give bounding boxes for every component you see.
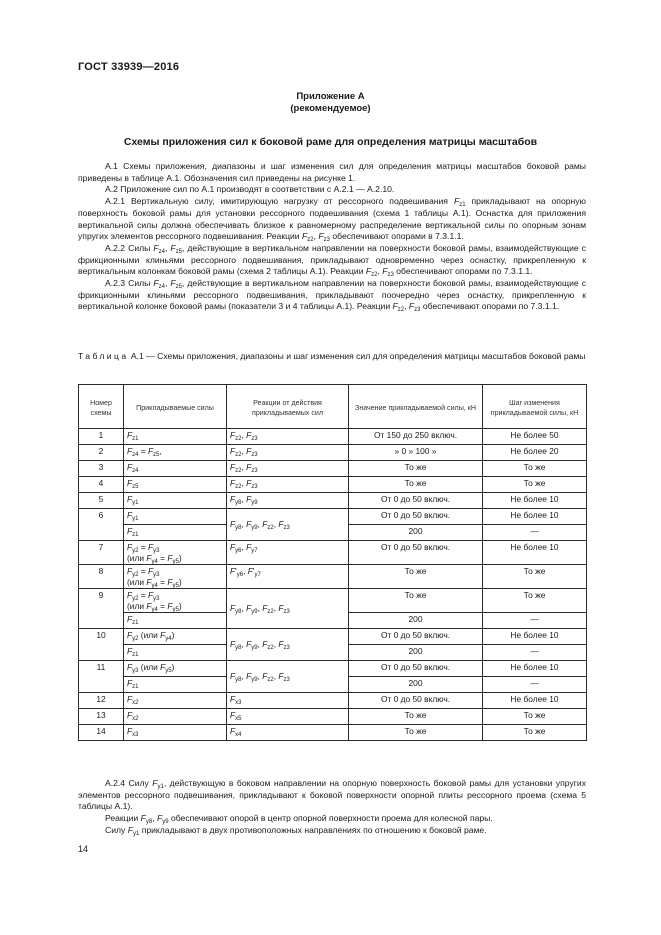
paragraph-a24: А.2.4 Силу $F_{y1}$, действующую в боковом направлении на опорную поверхность боковой рамы для установки упругих элементов рессорного подвешивания, прикладывают к боковой поверхности опорной плиты рессорного проема (схема 5 таблицы А.1). — [78, 778, 586, 812]
table-caption: Таблица А.1 — Схемы приложения, диапазоны и шаг изменения сил для определения матрицы масштабов боковой рамы — [78, 351, 586, 361]
table-header-row — [79, 385, 587, 429]
table-row: $F_{z1}$ 200 — — [79, 613, 587, 629]
table-row: 8 $F_{y2} = F_{y3}$ (или $F_{y4} = F_{y5}$) $F'_{y6}$, $F'_{y7}$ То же То же — [79, 565, 587, 589]
header-scheme-number: Номер схемы — [79, 385, 124, 429]
table-row: 14 $F_{x3}$ $F_{x4}$ То же То же — [79, 725, 587, 741]
paragraph-a21: А.2.1 Вертикальную силу, имитирующую нагрузку от рессорного подвешивания $F_{z1}$ прикладывают на опорную поверхность боковой рамы для установки рессорного подвешивания (схема 1 таблицы А.1). Оснастка для приложения вертикальной силы должна обеспечивать близкое к равномерному распределение вертикальной силы по опорным зонам упругих элементов рессорного подвешивания. Реакции $F_{z2}$, $F_{z3}$ обеспечивают опорами в 7.3.1.1. — [78, 196, 586, 244]
appendix-title: Приложение А — [296, 91, 365, 102]
table-row: $F_{z1}$ 200 — — [79, 525, 587, 541]
paragraph-a2: А.2 Приложение сил по А.1 производят в соответствии с А.2.1 — А.2.10. — [105, 184, 395, 195]
table-row: 13 $F_{x2}$ $F_{x5}$ То же То же — [79, 709, 587, 725]
table-row: 11 $F_{y3}$ (или $F_{y5}$) $F_{y8}$, $F_{y9}$, $F_{z2}$, $F_{z3}$ От 0 до 50 включ. Не более 10 — [79, 661, 587, 677]
header-applied-forces: Прикладываемые силы — [124, 385, 227, 429]
page-number: 14 — [78, 844, 89, 854]
section-title: Схемы приложения сил к боковой раме для определения матрицы масштабов — [123, 136, 538, 148]
table-row: 1 $F_{z1}$ $F_{z2}$, $F_{z3}$ От 150 до 250 включ. Не более 50 — [79, 429, 587, 445]
table-row: 3 $F_{z4}$ $F_{z2}$, $F_{z3}$ То же То же — [79, 461, 587, 477]
table-row: $F_{z1}$ 200 — — [79, 677, 587, 693]
appendix-status: (рекомендуемое) — [290, 103, 371, 114]
table-row: 5 $F_{y1}$ $F_{y8}$, $F_{y9}$ От 0 до 50 включ. Не более 10 — [79, 493, 587, 509]
table-row: 6 $F_{y1}$ $F_{y8}$, $F_{y9}$, $F_{z2}$, $F_{z3}$ От 0 до 50 включ. Не более 10 — [79, 509, 587, 525]
header-reactions: Реакции от действия прикладываемых сил — [227, 385, 349, 429]
table-row: 12 $F_{x2}$ $F_{x3}$ От 0 до 50 включ. Не более 10 — [79, 693, 587, 709]
intro-paragraphs — [78, 161, 586, 313]
table-row: 4 $F_{z5}$ $F_{z2}$, $F_{z3}$ То же То же — [79, 477, 587, 493]
table-row: $F_{z1}$ 200 — — [79, 645, 587, 661]
table-row: 10 $F_{y2}$ (или $F_{y4}$) $F_{y8}$, $F_{y9}$, $F_{z2}$, $F_{z3}$ От 0 до 50 включ. Не более 10 — [79, 629, 587, 645]
appendix-heading — [0, 91, 661, 115]
paragraph-reactions: Реакции $F_{y8}$, $F_{y9}$ обеспечивают опорой в центр опорной поверхности проема для колесной пары. — [105, 813, 493, 826]
table-row: 9 $F_{y2} = F_{y3}$ (или $F_{y4} = F_{y5}$) $F_{y8}$, $F_{y9}$, $F_{z2}$, $F_{z3}$ То же То же — [79, 589, 587, 613]
paragraph-force-direction: Силу $F_{y1}$ прикладывают в двух противоположных направлениях по отношению к боковой раме. — [105, 824, 487, 837]
standard-header: ГОСТ 33939—2016 — [78, 61, 180, 73]
header-force-step: Шаг изменения прикладываемой силы, кН — [483, 385, 587, 429]
paragraph-a23: А.2.3 Силы $F_{z4}$, $F_{z5}$, действующие в вертикальном направлении на поверхности боковой рамы, взаимодействующие с фрикционными клиньями рессорного подвешивания, прикладывают поочередно через оснастку, прикрепленную к вертикальной колонке боковой рамы (показатели 3 и 4 таблицы А.1). Реакции $F_{z2}$, $F_{z3}$ обеспечивают опорами по 7.3.1.1. — [78, 278, 586, 314]
table-row: 2 $F_{z4} = F_{z5}$, $F_{z2}$, $F_{z3}$ » 0 » 100 » Не более 20 — [79, 445, 587, 461]
paragraph-a1: А.1 Схемы приложения, диапазоны и шаг изменения сил для определения матрицы масштабов боковой рамы приведены в таблице А.1. Обозначения сил приведены на рисунке 1. — [78, 161, 586, 183]
paragraph-a22: А.2.2 Силы $F_{z4}$, $F_{z5}$, действующие в вертикальном направлении на поверхности боковой рамы, взаимодействующие с фрикционными клиньями рессорного подвешивания, прикладывают одновременно через оснастку, прикрепленную к вертикальным колонкам боковой рамы (схема 2 таблицы А.1). Реакции $F_{z2}$, $F_{z3}$ обеспечивают опорами по 7.3.1.1. — [78, 242, 586, 279]
header-force-value: Значение прикладываемой силы, кН — [349, 385, 483, 429]
closing-paragraphs — [78, 778, 586, 837]
forces-table — [78, 384, 587, 741]
table-row: 7 $F_{y2} = F_{y3}$ (или $F_{y4} = F_{y5}$) $F_{y6}$, $F_{y7}$ От 0 до 50 включ. Не более 10 — [79, 541, 587, 565]
